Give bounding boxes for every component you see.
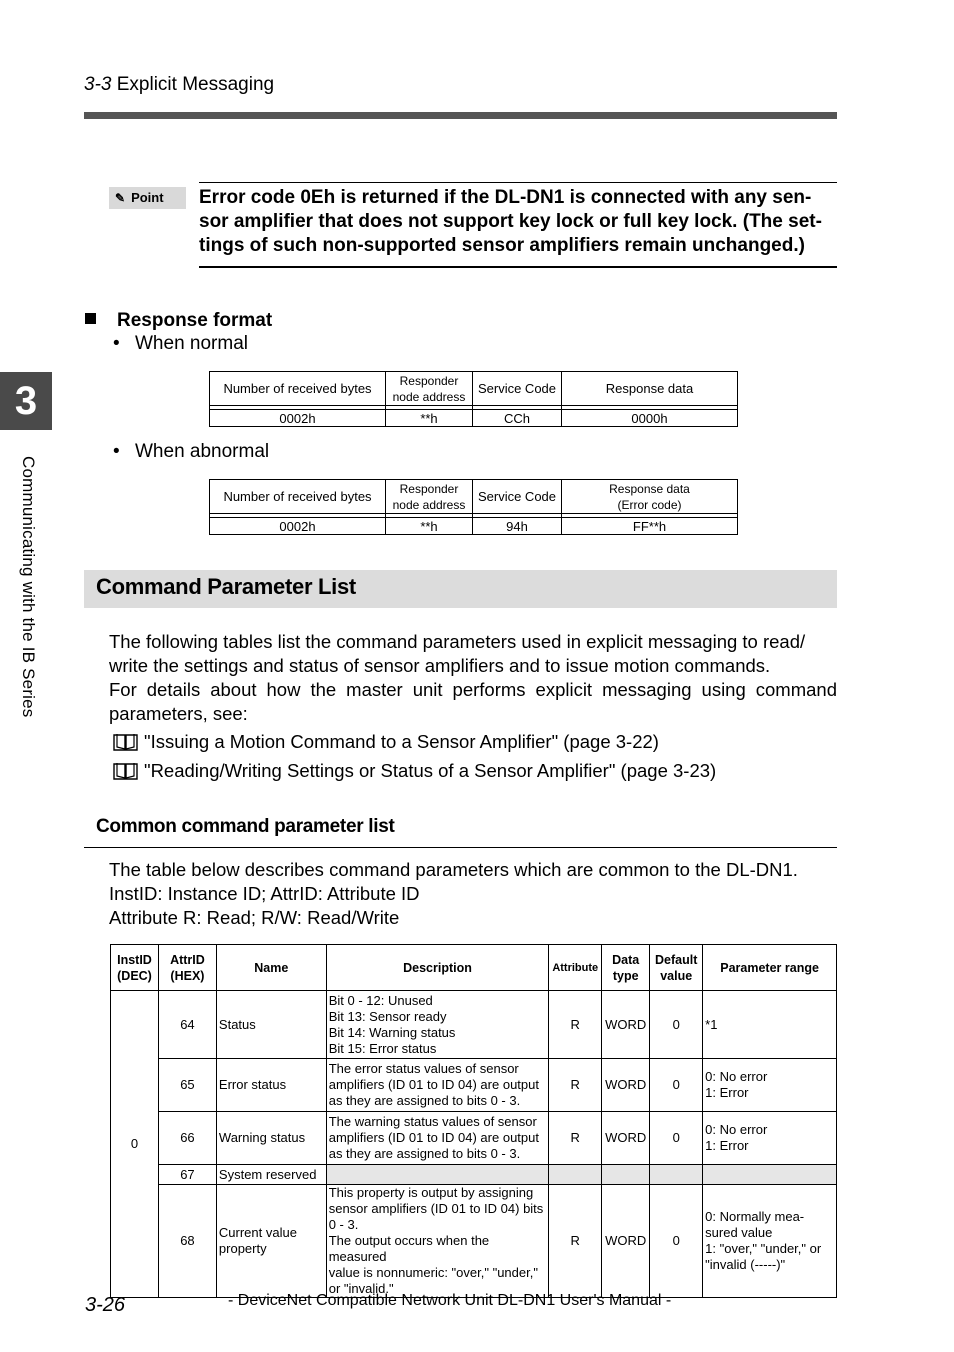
frame-value: 0000h	[562, 410, 738, 427]
footer-title: - DeviceNet Compatible Network Unit DL-DN1 User's Manual -	[228, 1292, 672, 1309]
bullet-icon: •	[113, 441, 120, 462]
section-heading: Command Parameter List	[96, 574, 356, 599]
col-name: Name	[216, 945, 326, 991]
data-type-cell: WORD	[602, 1112, 650, 1165]
pencil-icon: ✎	[115, 191, 126, 205]
name-cell: System reserved	[216, 1165, 326, 1185]
frame-value: FF**h	[562, 518, 738, 535]
table-row	[111, 1185, 837, 1298]
attribute-cell	[549, 1165, 602, 1185]
chapter-side-text: Communicating with the IB Series	[19, 456, 38, 718]
name-cell: Status	[216, 991, 326, 1059]
intro-paragraph-2: For details about how the master unit performs explicit messaging using command parameters, see:	[109, 679, 837, 724]
point-top-rule	[199, 182, 837, 183]
attribute-cell: R	[549, 1059, 602, 1112]
attr-id-cell: 66	[158, 1112, 216, 1165]
table-row	[111, 991, 837, 1059]
attr-id-cell: 67	[158, 1165, 216, 1185]
frame-value: 0002h	[210, 410, 386, 427]
range-cell	[703, 1165, 837, 1185]
data-type-cell: WORD	[602, 991, 650, 1059]
frame-col-node: Responder node address	[386, 372, 473, 406]
attr-id-cell: 65	[158, 1059, 216, 1112]
frame-col-service: Service Code	[473, 372, 562, 406]
point-line: sor amplifier that does not support key lock or full key lock. (The set-	[199, 211, 822, 232]
reference-link-motion[interactable]: "Issuing a Motion Command to a Sensor Amplifier" (page 3-22)	[113, 730, 659, 754]
chapter-side-label	[8, 456, 48, 756]
frame-col-data: Response data	[562, 372, 738, 406]
section-number: 3-3	[84, 74, 112, 95]
default-cell: 0	[650, 991, 703, 1059]
range-cell: *1	[703, 991, 837, 1059]
range-cell: 0: No error 1: Error	[703, 1112, 837, 1165]
col-attribute: Attribute	[549, 945, 602, 991]
point-note	[199, 186, 839, 258]
default-cell	[650, 1165, 703, 1185]
frame-col-node: Responder node address	[386, 480, 473, 514]
point-line: tings of such non-supported sensor amplifiers remain unchanged.)	[199, 235, 805, 256]
when-abnormal-label: • When abnormal	[113, 441, 270, 462]
response-format-heading: Response format	[117, 310, 273, 331]
col-default: Default value	[650, 945, 703, 991]
col-data-type: Data type	[602, 945, 650, 991]
common-parameter-table	[110, 944, 837, 1298]
col-instid: InstID (DEC)	[111, 945, 159, 991]
common-list-description: The table below describes command parameters which are common to the DL-DN1. InstID: Instance ID; AttrID: Attribute ID Attribute R: Read; R/W: Read/Write	[109, 859, 798, 928]
table-header-row	[111, 945, 837, 991]
name-cell: Current value property	[216, 1185, 326, 1298]
frame-value: 94h	[473, 518, 562, 535]
section-title: Explicit Messaging	[116, 74, 275, 95]
col-attrid: AttrID (HEX)	[158, 945, 216, 991]
frame-col-bytes: Number of received bytes	[210, 480, 386, 514]
frame-col-bytes: Number of received bytes	[210, 372, 386, 406]
attr-id-cell: 68	[158, 1185, 216, 1298]
description-cell: The error status values of sensor amplifiers (ID 01 to ID 04) are output as they are assigned to bits 0 - 3.	[326, 1059, 549, 1112]
default-cell: 0	[650, 1059, 703, 1112]
intro-paragraph-1: The following tables list the command parameters used in explicit messaging to read/ write the settings and status of sensor amplifiers and to issue motion commands.	[109, 631, 806, 676]
reference-link-settings[interactable]: "Reading/Writing Settings or Status of a Sensor Amplifier" (page 3-23)	[113, 759, 716, 783]
attribute-cell: R	[549, 1185, 602, 1298]
description-cell: The warning status values of sensor amplifiers (ID 01 to ID 04) are output as they are assigned to bits 0 - 3.	[326, 1112, 549, 1165]
subsection-rule	[84, 847, 837, 848]
table-row-reserved	[111, 1165, 837, 1185]
attribute-cell: R	[549, 1112, 602, 1165]
page-number: 3-26	[85, 1294, 126, 1316]
range-cell: 0: No error 1: Error	[703, 1059, 837, 1112]
name-cell: Warning status	[216, 1112, 326, 1165]
range-cell: 0: Normally mea- sured value 1: "over," "under," or "invalid (-----)"	[703, 1185, 837, 1298]
point-badge	[109, 187, 186, 209]
description-cell	[326, 1165, 549, 1185]
data-type-cell: WORD	[602, 1059, 650, 1112]
normal-response-frame	[209, 371, 738, 427]
description-cell: Bit 0 - 12: Unused Bit 13: Sensor ready Bit 14: Warning status Bit 15: Error status	[326, 991, 549, 1059]
point-line: Error code 0Eh is returned if the DL-DN1 is connected with any sen-	[199, 187, 812, 208]
header-rule	[84, 112, 837, 119]
frame-col-data: Response data (Error code)	[562, 480, 738, 514]
point-badge-label: Point	[131, 190, 164, 205]
frame-value: **h	[386, 410, 473, 427]
frame-col-service: Service Code	[473, 480, 562, 514]
data-type-cell: WORD	[602, 1185, 650, 1298]
attr-id-cell: 64	[158, 991, 216, 1059]
inst-id-cell: 0	[111, 991, 159, 1298]
book-icon	[113, 762, 138, 780]
table-row	[111, 1059, 837, 1112]
bullet-icon: •	[113, 333, 120, 354]
running-header	[84, 74, 274, 96]
default-cell: 0	[650, 1112, 703, 1165]
abnormal-response-frame	[209, 479, 738, 535]
col-description: Description	[326, 945, 549, 991]
default-cell: 0	[650, 1185, 703, 1298]
frame-value: CCh	[473, 410, 562, 427]
section-heading-bar	[84, 570, 837, 608]
point-bottom-rule	[199, 266, 837, 268]
col-range: Parameter range	[703, 945, 837, 991]
chapter-tab: 3	[0, 372, 52, 430]
book-icon	[113, 733, 138, 751]
description-cell: This property is output by assigning sensor amplifiers (ID 01 to ID 04) bits 0 - 3. The output occurs when the measured value is nonnumeric: "over," "under," or "invalid."	[326, 1185, 549, 1298]
square-bullet-icon	[85, 313, 96, 324]
frame-value: 0002h	[210, 518, 386, 535]
name-cell: Error status	[216, 1059, 326, 1112]
table-row	[111, 1112, 837, 1165]
data-type-cell	[602, 1165, 650, 1185]
subsection-heading: Common command parameter list	[96, 816, 395, 837]
when-normal-label: • When normal	[113, 333, 248, 354]
frame-value: **h	[386, 518, 473, 535]
attribute-cell: R	[549, 991, 602, 1059]
